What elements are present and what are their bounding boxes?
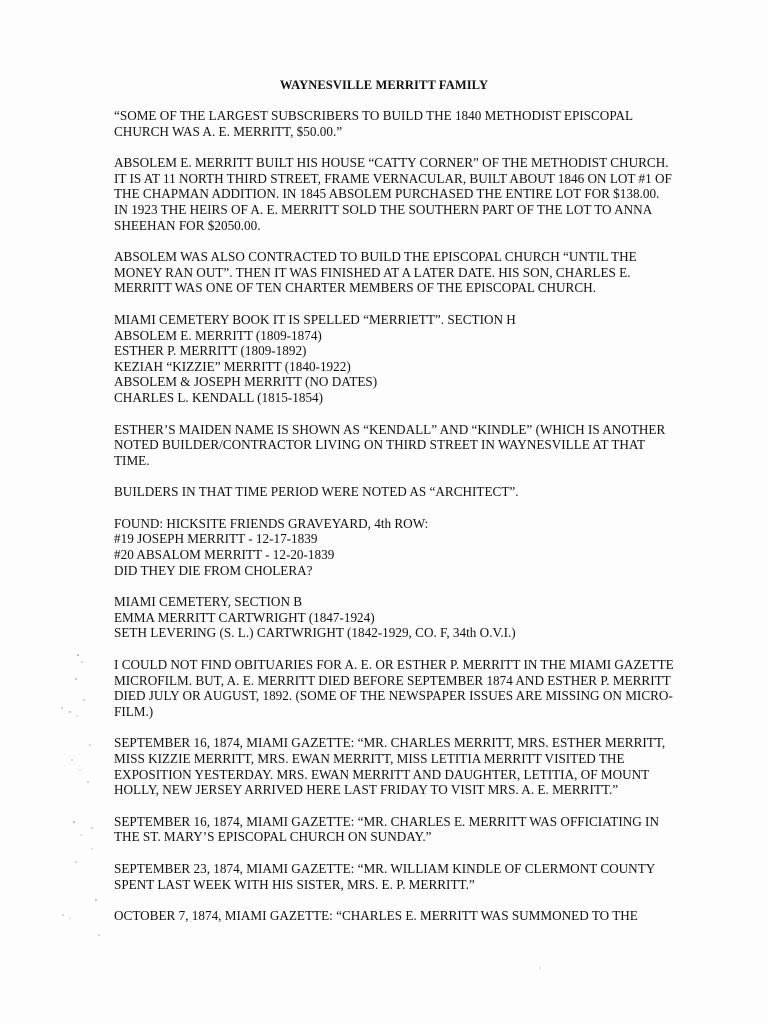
paragraph bbox=[114, 657, 674, 719]
paragraph bbox=[114, 484, 659, 500]
paragraph bbox=[114, 108, 659, 139]
text-line: ESTHER P. MERRITT (1809-1892) bbox=[114, 343, 307, 359]
text-line: BUILDERS IN THAT TIME PERIOD WERE NOTED AS “ARCHITECT”. bbox=[114, 484, 519, 500]
paragraph bbox=[114, 594, 659, 641]
text-line: THE ST. MARY’S EPISCOPAL CHURCH ON SUNDAY.” bbox=[114, 829, 432, 845]
paragraph bbox=[114, 421, 666, 469]
text-line: ABSOLEM E. MERRITT BUILT HIS HOUSE “CATTY CORNER” OF THE METHODIST CHURCH. bbox=[114, 155, 669, 171]
document-title: WAYNESVILLE MERRITT FAMILY bbox=[279, 78, 489, 92]
text-line: EMMA MERRITT CARTWRIGHT (1847-1924) bbox=[114, 609, 375, 625]
text-line: ABSOLEM & JOSEPH MERRITT (NO DATES) bbox=[114, 374, 378, 390]
paragraph bbox=[114, 861, 659, 892]
text-line: SEPTEMBER 16, 1874, MIAMI GAZETTE: “MR. CHARLES MERRITT, MRS. ESTHER MERRITT, bbox=[114, 735, 666, 751]
text-line: ABSOLEM WAS ALSO CONTRACTED TO BUILD THE EPISCOPAL CHURCH “UNTIL THE bbox=[114, 249, 637, 265]
text-line: SHEEHAN FOR $2050.00. bbox=[114, 217, 261, 233]
text-line: DID THEY DIE FROM CHOLERA? bbox=[114, 562, 313, 578]
text-line: CHARLES L. KENDALL (1815-1854) bbox=[114, 389, 324, 405]
text-line: KEZIAH “KIZZIE” MERRITT (1840-1922) bbox=[114, 358, 351, 374]
text-line: “SOME OF THE LARGEST SUBSCRIBERS TO BUILD THE 1840 METHODIST EPISCOPAL bbox=[114, 108, 634, 123]
paragraph bbox=[114, 155, 672, 233]
paragraph bbox=[114, 735, 666, 798]
paragraph bbox=[114, 249, 659, 296]
text-line: CHURCH WAS A. E. MERRITT, $50.00.” bbox=[114, 123, 343, 139]
text-line: MISS KIZZIE MERRITT, MRS. EWAN MERRITT, MISS LETITIA MERRITT VISITED THE bbox=[114, 751, 625, 766]
text-line: MIAMI CEMETERY BOOK IT IS SPELLED “MERRIETT”. SECTION H bbox=[114, 311, 516, 327]
text-line: OCTOBER 7, 1874, MIAMI GAZETTE: “CHARLES E. MERRITT WAS SUMMONED TO THE bbox=[114, 908, 638, 924]
paragraph bbox=[114, 908, 659, 924]
text-line: NOTED BUILDER/CONTRACTOR LIVING ON THIRD STREET IN WAYNESVILLE AT THAT bbox=[114, 437, 646, 453]
text-line: HOLLY, NEW JERSEY ARRIVED HERE LAST FRIDAY TO VISIT MRS. A. E. MERRITT.” bbox=[114, 782, 619, 798]
text-line: MERRITT WAS ONE OF TEN CHARTER MEMBERS OF THE EPISCOPAL CHURCH. bbox=[114, 280, 596, 296]
paragraph bbox=[114, 516, 659, 578]
text-line: MIAMI CEMETERY, SECTION B bbox=[114, 594, 303, 610]
paragraph bbox=[114, 312, 659, 406]
text-line: ABSOLEM E. MERRITT (1809-1874) bbox=[114, 327, 322, 343]
text-line: #20 ABSALOM MERRITT - 12-20-1839 bbox=[114, 547, 335, 563]
text-line: DIED JULY OR AUGUST, 1892. (SOME OF THE NEWSPAPER ISSUES ARE MISSING ON MICRO- bbox=[114, 688, 673, 704]
text-line: SEPTEMBER 16, 1874, MIAMI GAZETTE: “MR. CHARLES E. MERRITT WAS OFFICIATING IN bbox=[114, 813, 659, 829]
text-line: FILM.) bbox=[114, 703, 154, 719]
text-line: I COULD NOT FIND OBITUARIES FOR A. E. OR ESTHER P. MERRITT IN THE MIAMI GAZETTE bbox=[114, 657, 674, 673]
text-line: FOUND: HICKSITE FRIENDS GRAVEYARD, 4th ROW: bbox=[114, 515, 429, 531]
document-body bbox=[114, 108, 674, 940]
text-line: SEPTEMBER 23, 1874, MIAMI GAZETTE: “MR. WILLIAM KINDLE OF CLERMONT COUNTY bbox=[114, 860, 656, 876]
text-line: THE CHAPMAN ADDITION. IN 1845 ABSOLEM PURCHASED THE ENTIRE LOT FOR $138.00. bbox=[114, 186, 660, 202]
text-line: #19 JOSEPH MERRITT - 12-17-1839 bbox=[114, 531, 318, 547]
text-line: EXPOSITION YESTERDAY. MRS. EWAN MERRITT AND DAUGHTER, LETITIA, OF MOUNT bbox=[114, 766, 650, 782]
text-line: SPENT LAST WEEK WITH HIS SISTER, MRS. E. P. MERRITT.” bbox=[114, 876, 475, 892]
text-line: MICROFILM. BUT, A. E. MERRITT DIED BEFORE SEPTEMBER 1874 AND ESTHER P. MERRITT bbox=[114, 672, 671, 688]
text-line: IN 1923 THE HEIRS OF A. E. MERRITT SOLD THE SOUTHERN PART OF THE LOT TO ANNA bbox=[114, 201, 653, 217]
text-line: ESTHER’S MAIDEN NAME IS SHOWN AS “KENDALL” AND “KINDLE” (WHICH IS ANOTHER bbox=[114, 421, 666, 437]
paragraph bbox=[114, 814, 659, 845]
text-line: SETH LEVERING (S. L.) CARTWRIGHT (1842-1929, CO. F, 34th O.V.I.) bbox=[114, 625, 516, 641]
text-line: IT IS AT 11 NORTH THIRD STREET, FRAME VERNACULAR, BUILT ABOUT 1846 ON LOT #1 OF bbox=[114, 170, 672, 186]
text-line: TIME. bbox=[114, 452, 150, 468]
text-line: MONEY RAN OUT”. THEN IT WAS FINISHED AT A LATER DATE. HIS SON, CHARLES E. bbox=[114, 264, 631, 280]
